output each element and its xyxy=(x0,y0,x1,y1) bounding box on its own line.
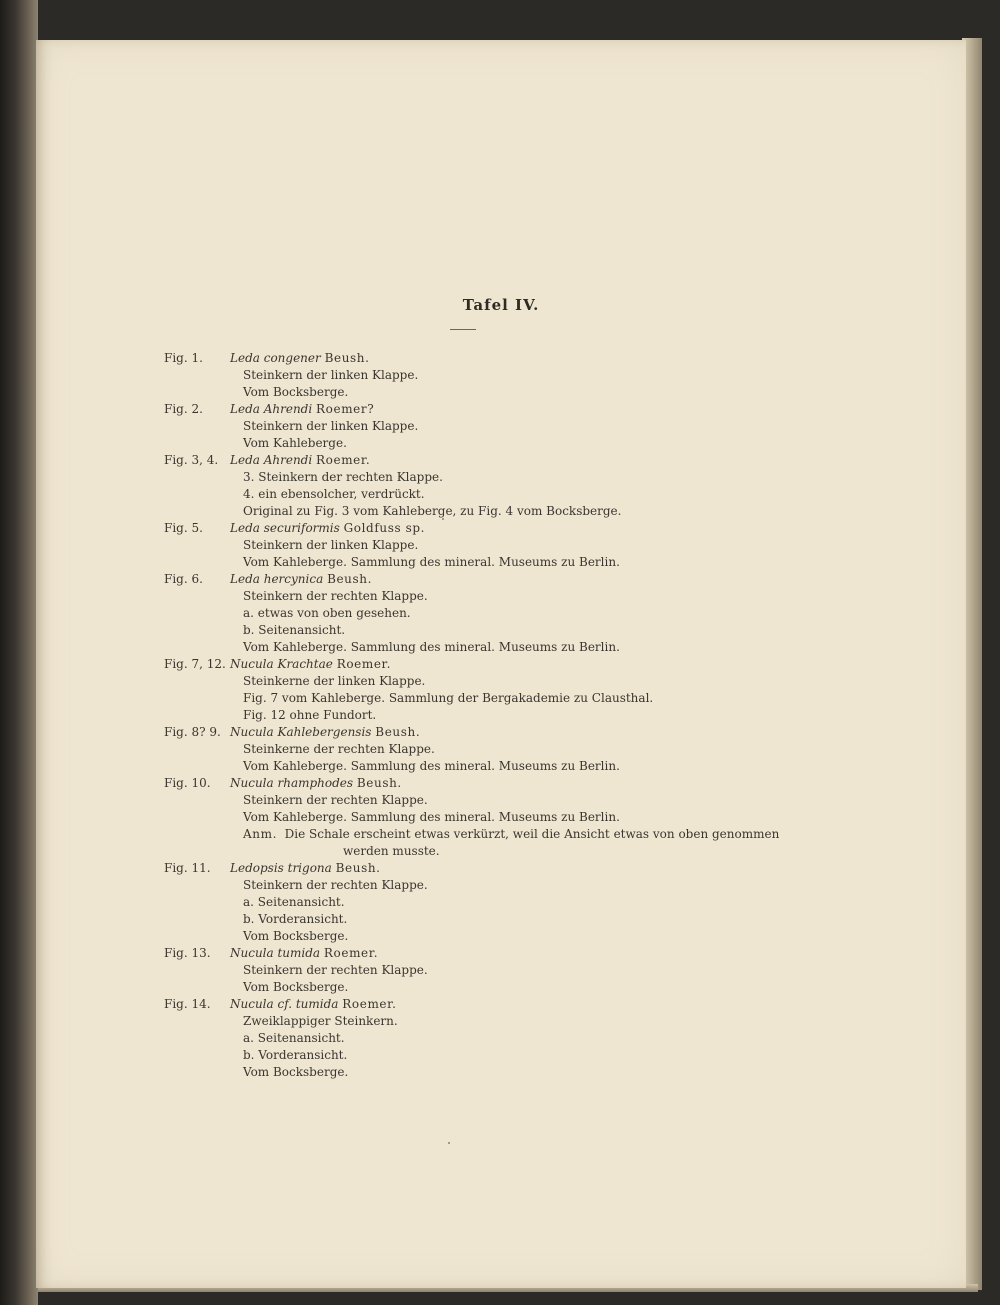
species-line xyxy=(230,860,381,877)
species-name: Nucula rhamphodes xyxy=(230,776,354,790)
species-author: Beush. xyxy=(375,725,421,739)
species-author: Roemer. xyxy=(336,657,391,671)
species-line xyxy=(230,656,391,673)
figure-number: Fig. 5. xyxy=(164,521,203,535)
speck xyxy=(448,1142,450,1144)
species-author: Beush. xyxy=(324,351,370,365)
description-line: Steinkern der rechten Klappe. xyxy=(243,589,428,603)
description-line: a. etwas von oben gesehen. xyxy=(243,606,411,620)
species-line xyxy=(230,571,372,588)
species-author: Beush. xyxy=(327,572,373,586)
description-line: Steinkerne der rechten Klappe. xyxy=(243,742,435,756)
description-line: a. Seitenansicht. xyxy=(243,895,345,909)
description-line: b. Seitenansicht. xyxy=(243,623,346,637)
description-line: Fig. 7 vom Kahleberge. Sammlung der Bergakademie zu Clausthal. xyxy=(243,691,654,705)
species-author: Goldfuss sp. xyxy=(343,521,426,535)
species-line xyxy=(230,452,370,469)
description-line: Steinkerne der linken Klappe. xyxy=(243,674,426,688)
species-author: Roemer. xyxy=(323,946,379,960)
species-name: Leda congener xyxy=(230,351,321,365)
description-line: Zweiklappiger Steinkern. xyxy=(243,1014,398,1028)
species-line xyxy=(230,775,402,792)
figure-number: Fig. 11. xyxy=(164,861,211,875)
description-line: Steinkern der linken Klappe. xyxy=(243,419,419,433)
description-line: b. Vorderansicht. xyxy=(243,1048,348,1062)
species-line xyxy=(230,401,374,418)
species-author: Roemer? xyxy=(316,402,375,416)
title-rule xyxy=(450,329,476,330)
species-name: Nucula cf. tumida xyxy=(230,997,339,1011)
species-name: Leda hercynica xyxy=(230,572,324,586)
figure-number: Fig. 8? 9. xyxy=(164,725,221,739)
description-line: Vom Bocksberge. xyxy=(243,980,349,994)
species-name: Leda securiformis xyxy=(230,521,340,535)
description-line: 4. ein ebensolcher, verdrückt. xyxy=(243,487,425,501)
description-line: Vom Kahleberge. Sammlung des mineral. Museums zu Berlin. xyxy=(243,759,620,773)
description-line: Steinkern der rechten Klappe. xyxy=(243,793,428,807)
description-line: Steinkern der rechten Klappe. xyxy=(243,963,428,977)
species-author: Beush. xyxy=(335,861,381,875)
description-line: Vom Kahleberge. xyxy=(243,436,347,450)
description-line: Vom Bocksberge. xyxy=(243,929,349,943)
book-spine xyxy=(0,0,38,1305)
figure-number: Fig. 10. xyxy=(164,776,211,790)
book-page xyxy=(36,40,966,1288)
species-line xyxy=(230,724,420,741)
description-line: Fig. 12 ohne Fundort. xyxy=(243,708,377,722)
description-line: 3. Steinkern der rechten Klappe. xyxy=(243,470,443,484)
description-line: Vom Kahleberge. Sammlung des mineral. Museums zu Berlin. xyxy=(243,810,620,824)
species-name: Leda Ahrendi xyxy=(230,453,313,467)
species-author: Beush. xyxy=(356,776,402,790)
description-line: Steinkern der rechten Klappe. xyxy=(243,878,428,892)
figure-number: Fig. 7, 12. xyxy=(164,657,226,671)
figure-number: Fig. 3, 4. xyxy=(164,453,219,467)
species-name: Nucula Krachtae xyxy=(230,657,333,671)
plate-title: Tafel IV. xyxy=(462,296,540,314)
description-line: Steinkern der linken Klappe. xyxy=(243,368,419,382)
description-line: Steinkern der linken Klappe. xyxy=(243,538,419,552)
description-line: Vom Kahleberge. Sammlung des mineral. Museums zu Berlin. xyxy=(243,640,620,654)
figure-number: Fig. 14. xyxy=(164,997,211,1011)
species-name: Nucula Kahlebergensis xyxy=(230,725,372,739)
description-line: Vom Bocksberge. xyxy=(243,385,349,399)
species-line xyxy=(230,350,370,367)
description-line: Vom Kahleberge. Sammlung des mineral. Museums zu Berlin. xyxy=(243,555,620,569)
description-line: Original zu Fig. 3 vom Kahleberge, zu Fig. 4 vom Bocksberge. xyxy=(243,504,622,518)
figure-number: Fig. 6. xyxy=(164,572,203,586)
species-name: Nucula tumida xyxy=(230,946,321,960)
figure-number: Fig. 1. xyxy=(164,351,203,365)
species-line xyxy=(230,945,378,962)
figure-number: Fig. 13. xyxy=(164,946,211,960)
species-author: Roemer. xyxy=(316,453,371,467)
description-line: b. Vorderansicht. xyxy=(243,912,348,926)
species-line xyxy=(230,520,425,537)
note-text: Die Schale erscheint etwas verkürzt, weil die Ansicht etwas von oben genommen xyxy=(284,827,780,841)
species-line xyxy=(230,996,397,1013)
species-name: Leda Ahrendi xyxy=(230,402,313,416)
note-line xyxy=(243,826,779,843)
note-continuation: werden musste. xyxy=(343,844,440,858)
note-label: Anm. xyxy=(243,827,277,841)
species-name: Ledopsis trigona xyxy=(230,861,332,875)
figure-number: Fig. 2. xyxy=(164,402,203,416)
species-author: Roemer. xyxy=(342,997,397,1011)
description-line: Vom Bocksberge. xyxy=(243,1065,349,1079)
description-line: a. Seitenansicht. xyxy=(243,1031,345,1045)
